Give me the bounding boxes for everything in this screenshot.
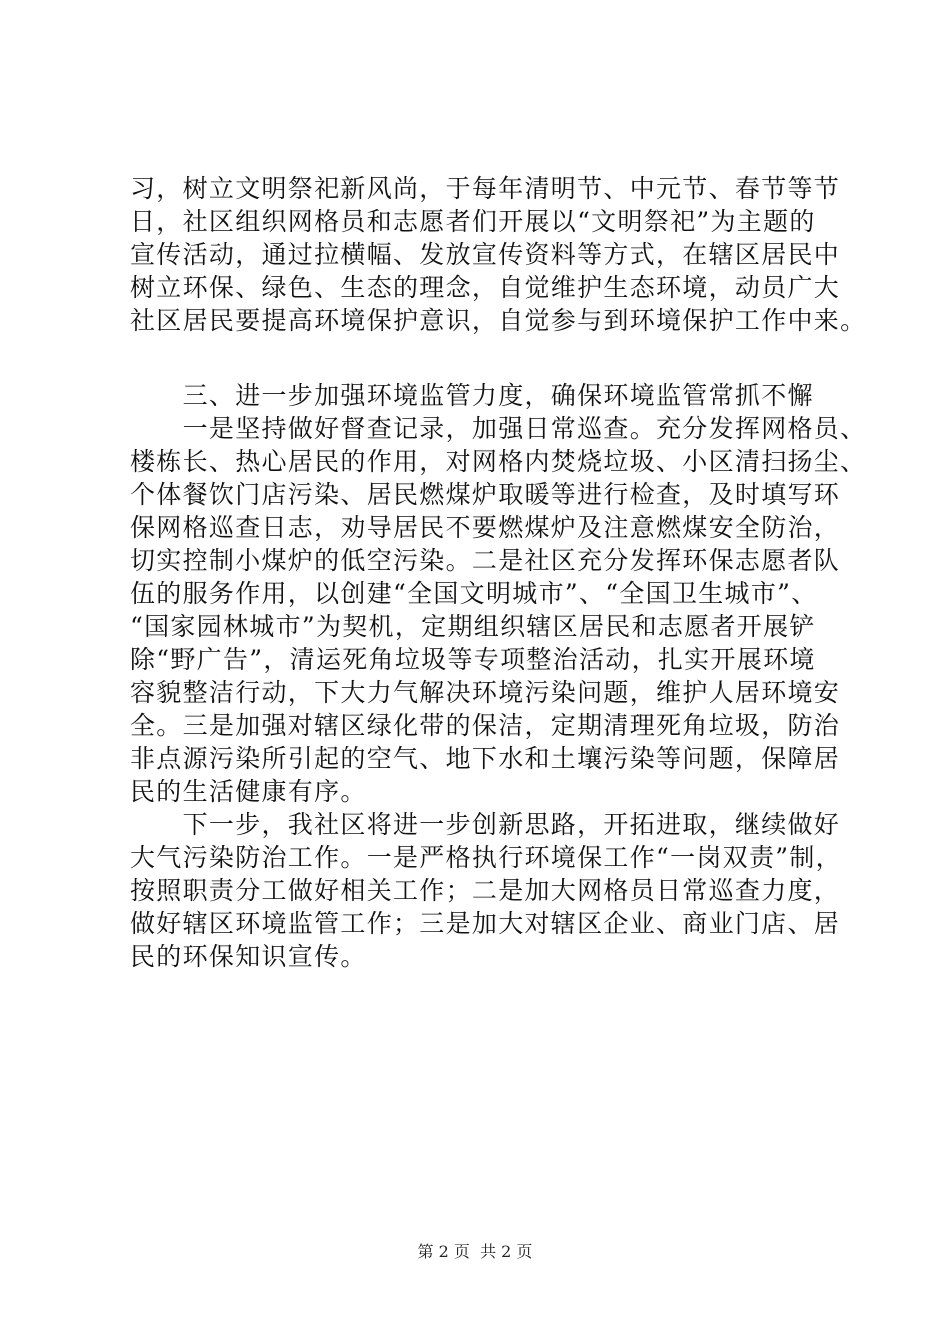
paragraph-supervision bbox=[130, 412, 867, 808]
text-line: 非点源污染所引起的空气、地下水和土壤污染等问题，保障居 bbox=[130, 744, 841, 773]
page-number: 第 2 页 共 2 页 bbox=[417, 1242, 533, 1261]
section-heading: 三、进一步加强环境监管力度，确保环境监管常抓不懈 bbox=[130, 381, 814, 410]
text-line: 切实控制小煤炉的低空污染。二是社区充分发挥环保志愿者队 bbox=[130, 546, 841, 575]
text-line: 保网格巡查日志，劝导居民不要燃煤炉及注意燃煤安全防治， bbox=[130, 513, 841, 542]
text-line: 树立环保、绿色、生态的理念，自觉维护生态环境，动员广大 bbox=[130, 273, 841, 302]
text-line: 习，树立文明祭祀新风尚，于每年清明节、中元节、春节等节 bbox=[130, 174, 841, 203]
text-line: 除“野广告”，清运死角垃圾等专项整治活动，扎实开展环境 bbox=[130, 645, 816, 674]
text-line: 下一步，我社区将进一步创新思路，开拓进取，继续做好 bbox=[130, 810, 841, 839]
text-line: 民的环保知识宣传。 bbox=[130, 942, 367, 971]
text-line: 个体餐饮门店污染、居民燃煤炉取暖等进行检查，及时填写环 bbox=[130, 480, 841, 509]
text-line: 宣传活动，通过拉横幅、发放宣传资料等方式，在辖区居民中 bbox=[130, 240, 841, 269]
text-line: 容貌整洁行动，下大力气解决环境污染问题，维护人居环境安 bbox=[130, 678, 841, 707]
paragraph-civilized-sacrifice bbox=[130, 172, 867, 337]
text-line: 全。三是加强对辖区绿化带的保洁，定期清理死角垃圾，防治 bbox=[130, 711, 841, 740]
text-line: 民的生活健康有序。 bbox=[130, 777, 367, 806]
text-line: 一是坚持做好督查记录，加强日常巡查。充分发挥网格员、 bbox=[130, 414, 867, 443]
text-line: 按照职责分工做好相关工作；二是加大网格员日常巡查力度， bbox=[130, 876, 841, 905]
text-line: 楼栋长、热心居民的作用，对网格内焚烧垃圾、小区清扫扬尘、 bbox=[130, 447, 867, 476]
text-line: 做好辖区环境监管工作；三是加大对辖区企业、商业门店、居 bbox=[130, 909, 841, 938]
text-line: 日，社区组织网格员和志愿者们开展以“文明祭祀”为主题的 bbox=[130, 207, 816, 236]
document-body bbox=[130, 172, 867, 973]
paragraph-spacer bbox=[130, 337, 830, 379]
text-line: 社区居民要提高环境保护意识，自觉参与到环境保护工作中来。 bbox=[130, 306, 867, 335]
page-footer bbox=[0, 1242, 950, 1262]
text-line: 伍的服务作用，以创建“全国文明城市”、“全国卫生城市”、 bbox=[130, 579, 818, 608]
text-line: 大气污染防治工作。一是严格执行环境保工作“一岗双责”制， bbox=[130, 843, 842, 872]
text-line: “国家园林城市”为契机，定期组织辖区居民和志愿者开展铲 bbox=[130, 612, 816, 641]
paragraph-next-steps bbox=[130, 808, 842, 973]
